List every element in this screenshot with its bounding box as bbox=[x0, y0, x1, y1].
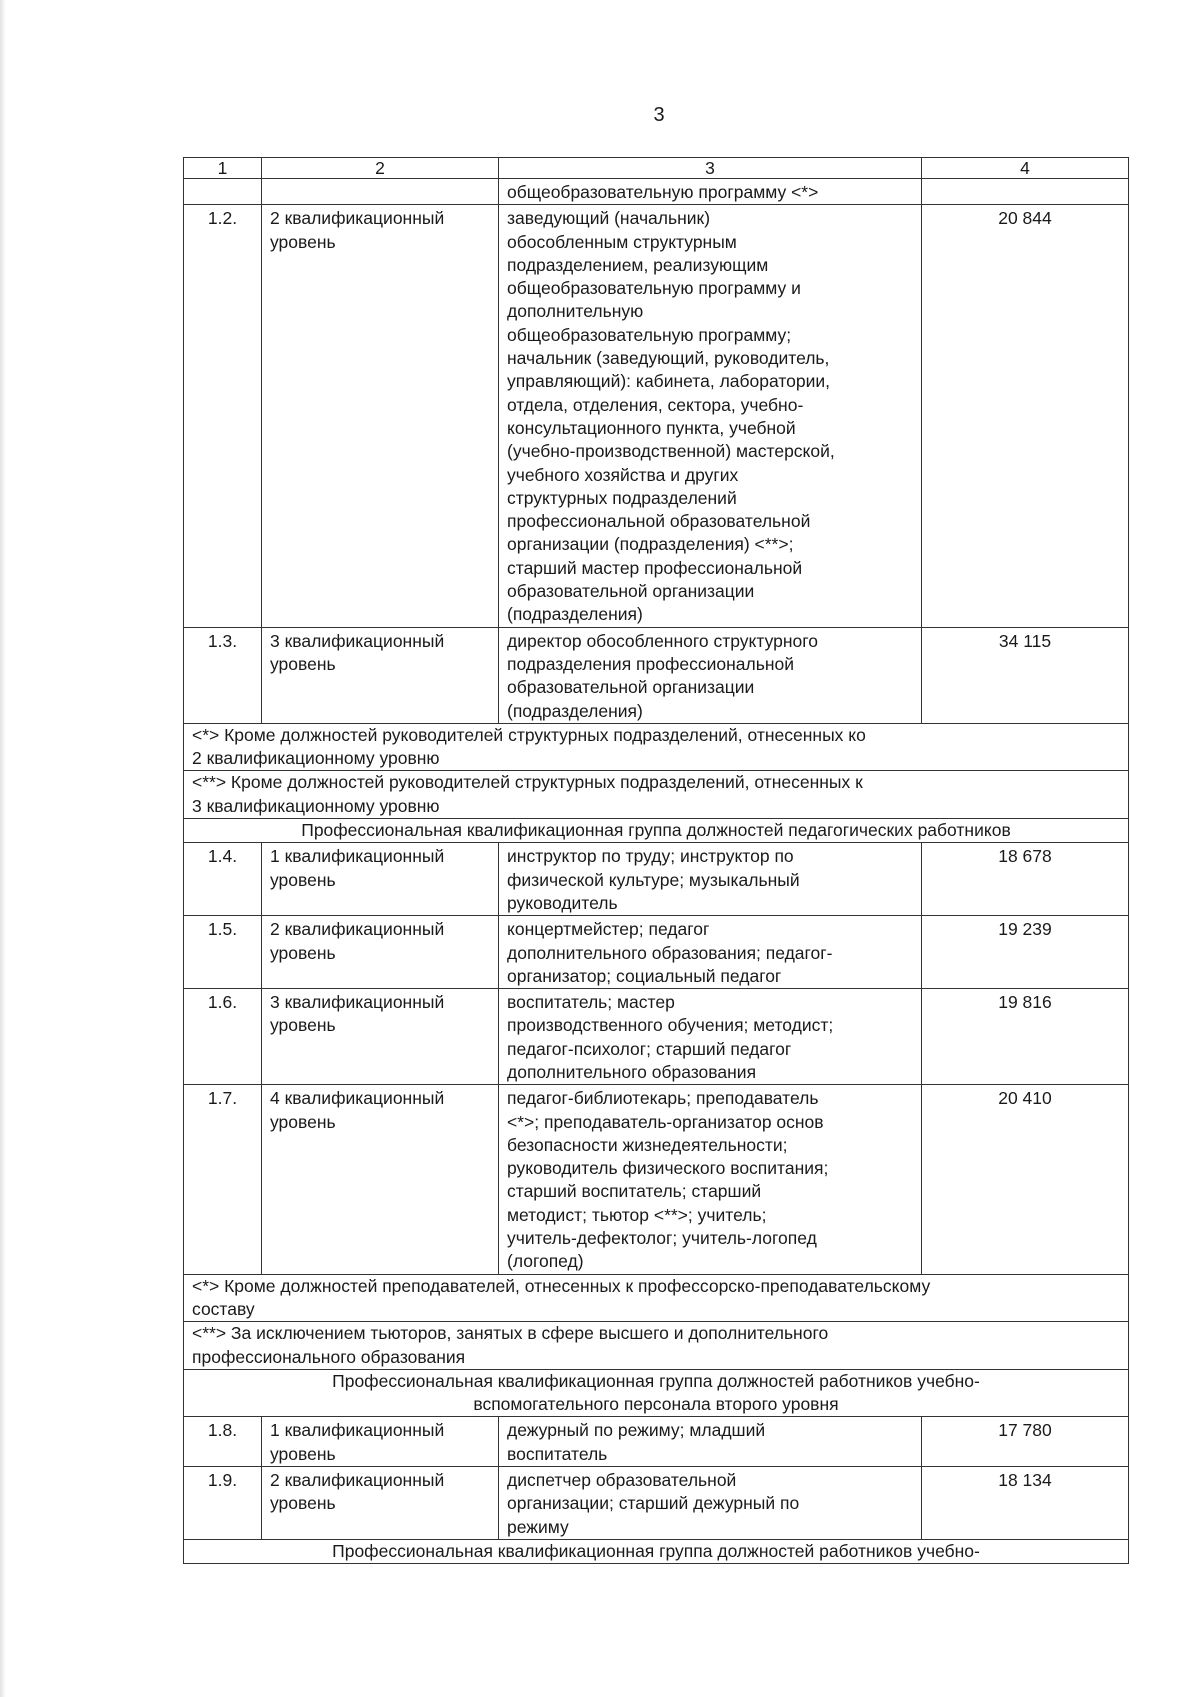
scan-edge-shadow bbox=[0, 0, 6, 1697]
header-col-1: 1 bbox=[184, 158, 262, 179]
table-header-row bbox=[184, 158, 1129, 179]
qualification-level: 4 квалификационный уровень bbox=[262, 1085, 499, 1274]
footnote-row bbox=[184, 723, 1129, 771]
row-number: 1.6. bbox=[184, 989, 262, 1085]
header-col-4: 4 bbox=[922, 158, 1129, 179]
table-row bbox=[184, 843, 1129, 916]
group-heading-row bbox=[184, 819, 1129, 843]
salary-value: 20 844 bbox=[922, 205, 1129, 627]
qualification-level: 2 квалификационный уровень bbox=[262, 205, 499, 627]
row-number: 1.5. bbox=[184, 916, 262, 989]
table-row bbox=[184, 916, 1129, 989]
footnote-text: <*> Кроме должностей руководителей структурных подразделений, отнесенных ко 2 квалификационному уровню bbox=[184, 723, 1129, 771]
qualification-level: 1 квалификационный уровень bbox=[262, 843, 499, 916]
positions-list: педагог-библиотекарь; преподаватель <*>; преподаватель-организатор основ безопасности жизнедеятельности; руководитель физического воспитания; старший воспитатель; старший методист; тьютор <**>; учитель; учитель-дефектолог; учитель-логопед (логопед) bbox=[499, 1085, 922, 1274]
salary-table bbox=[183, 157, 1129, 1564]
continuation-text: общеобразовательную программу <*> bbox=[499, 179, 922, 205]
salary-value: 34 115 bbox=[922, 627, 1129, 723]
table-row bbox=[184, 989, 1129, 1085]
table-row bbox=[184, 627, 1129, 723]
positions-list: диспетчер образовательной организации; старший дежурный по режиму bbox=[499, 1467, 922, 1540]
table-row bbox=[184, 205, 1129, 627]
positions-list: заведующий (начальник) обособленным структурным подразделением, реализующим общеобразовательную программу и дополнительную общеобразовательную программу; начальник (заведующий, руководитель, управляющий): кабинета, лаборатории, отдела, отделения, сектора, учебно- консультационного пункта, учебной (учебно-производственной) мастерской, учебного хозяйства и других структурных подразделений профессиональной образовательной организации (подразделения) <**>; старший мастер профессиональной образовательной организации (подразделения) bbox=[499, 205, 922, 627]
group-heading-row bbox=[184, 1369, 1129, 1417]
positions-list: дежурный по режиму; младший воспитатель bbox=[499, 1417, 922, 1467]
group-heading: Профессиональная квалификационная группа должностей педагогических работников bbox=[184, 819, 1129, 843]
group-heading: Профессиональная квалификационная группа должностей работников учебно- вспомогательного персонала второго уровня bbox=[184, 1369, 1129, 1417]
qualification-level: 3 квалификационный уровень bbox=[262, 989, 499, 1085]
group-heading: Профессиональная квалификационная группа должностей работников учебно- bbox=[184, 1539, 1129, 1563]
salary-value: 18 678 bbox=[922, 843, 1129, 916]
row-number: 1.4. bbox=[184, 843, 262, 916]
salary-value: 18 134 bbox=[922, 1467, 1129, 1540]
table-row bbox=[184, 1417, 1129, 1467]
qualification-level: 2 квалификационный уровень bbox=[262, 916, 499, 989]
footnote-row bbox=[184, 1274, 1129, 1322]
row-number: 1.7. bbox=[184, 1085, 262, 1274]
footnote-text: <**> За исключением тьюторов, занятых в сфере высшего и дополнительного профессионального образования bbox=[184, 1322, 1129, 1370]
positions-list: концертмейстер; педагог дополнительного образования; педагог- организатор; социальный педагог bbox=[499, 916, 922, 989]
table-row bbox=[184, 1085, 1129, 1274]
qualification-level: 1 квалификационный уровень bbox=[262, 1417, 499, 1467]
salary-value: 19 816 bbox=[922, 989, 1129, 1085]
positions-list: воспитатель; мастер производственного обучения; методист; педагог-психолог; старший педагог дополнительного образования bbox=[499, 989, 922, 1085]
page-number: 3 bbox=[653, 104, 665, 126]
footnote-row bbox=[184, 771, 1129, 819]
positions-list: инструктор по труду; инструктор по физической культуре; музыкальный руководитель bbox=[499, 843, 922, 916]
row-number: 1.9. bbox=[184, 1467, 262, 1540]
footnote-text: <**> Кроме должностей руководителей структурных подразделений, отнесенных к 3 квалификационному уровню bbox=[184, 771, 1129, 819]
row-number: 1.2. bbox=[184, 205, 262, 627]
salary-value: 20 410 bbox=[922, 1085, 1129, 1274]
header-col-3: 3 bbox=[499, 158, 922, 179]
salary-value: 17 780 bbox=[922, 1417, 1129, 1467]
salary-value: 19 239 bbox=[922, 916, 1129, 989]
row-number: 1.8. bbox=[184, 1417, 262, 1467]
row-number: 1.3. bbox=[184, 627, 262, 723]
footnote-text: <*> Кроме должностей преподавателей, отнесенных к профессорско-преподавательскому составу bbox=[184, 1274, 1129, 1322]
continuation-row bbox=[184, 179, 1129, 205]
qualification-level: 3 квалификационный уровень bbox=[262, 627, 499, 723]
table-row bbox=[184, 1467, 1129, 1540]
positions-list: директор обособленного структурного подразделения профессиональной образовательной организации (подразделения) bbox=[499, 627, 922, 723]
group-heading-row bbox=[184, 1539, 1129, 1563]
qualification-level: 2 квалификационный уровень bbox=[262, 1467, 499, 1540]
header-col-2: 2 bbox=[262, 158, 499, 179]
footnote-row bbox=[184, 1322, 1129, 1370]
